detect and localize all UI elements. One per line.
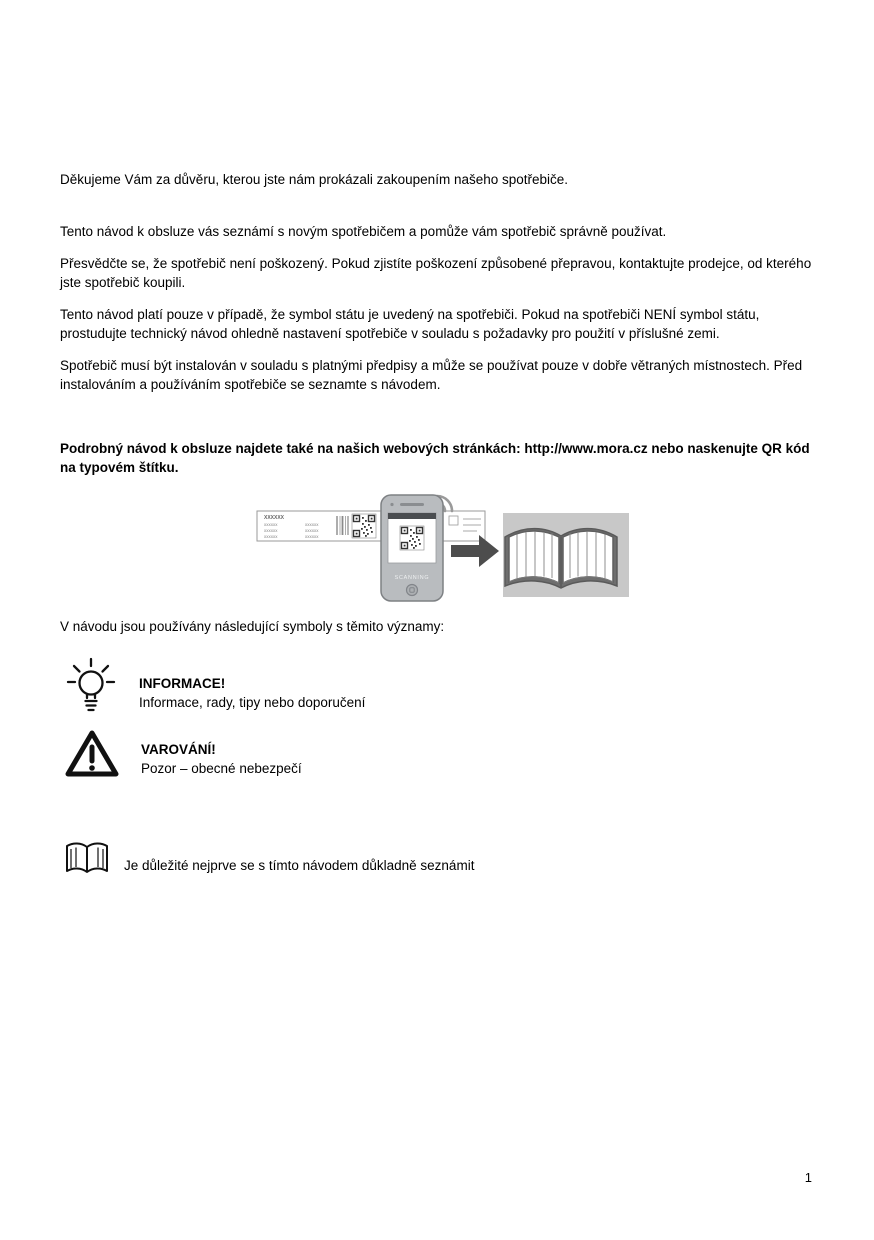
lightbulb-icon [65,657,117,713]
label-heading-text: XXXXXX [264,515,285,522]
open-book-icon [65,841,109,877]
open-book-illustration [503,513,629,597]
read-manual-row [65,841,816,877]
svg-text:xxxxxx: xxxxxx [305,528,319,534]
read-manual-note: Je důležité nejprve se s tímto návodem důkladně seznámit [124,858,475,874]
scanning-label: SCANNING [394,575,430,582]
info-symbol-row [65,657,816,713]
warning-triangle-icon [65,729,119,779]
svg-text:xxxxxx: xxxxxx [264,528,278,534]
warning-symbol-row [65,729,816,779]
paragraph-country-symbol: Tento návod platí pouze v případě, že symbol státu je uvedený na spotřebiči. Pokud na spotřebiči NENÍ symbol státu, prostudujte technický návod ohledně nastavení spotřebiče v souladu s požadavky pro použití v příslušné zemi. [60,306,760,342]
svg-text:xxxxxx: xxxxxx [305,534,319,540]
paragraph-damage-check: Přesvědčte se, že spotřebič není poškozený. Pokud zjistíte poškození způsobené přepravou, kontaktujte prodejce, od kterého jste spotřebič koupili. [60,255,812,291]
rating-label [257,511,485,541]
smartphone-icon [381,495,443,601]
svg-text:xxxxxx: xxxxxx [264,534,278,540]
paragraph-installation: Spotřebič musí být instalován v souladu s platnými předpisy a může se používat pouze v dobře větraných místnostech. Před instalováním a používáním spotřebiče se seznamte s návodem. [60,357,803,393]
info-title: INFORMACE! [139,675,226,691]
page-number: 1 [804,1170,812,1185]
paragraph-thanks: Děkujeme Vám za důvěru, kterou jste nám prokázali zakoupením našeho spotřebiče. [60,172,569,187]
label-qr-code [352,514,376,538]
warning-desc: Pozor – obecné nebezpečí [141,761,302,777]
qr-scan-illustration [253,489,635,607]
phone-screen-qr-code [400,526,424,550]
info-desc: Informace, rady, tipy nebo doporučení [139,695,366,711]
qr-scan-illustration-svg [253,489,635,607]
paragraph-web-note: Podrobný návod k obsluze najdete také na našich webových stránkách: http://www.mora.cz nebo naskenujte QR kód na typovém štítku. [60,440,810,475]
svg-text:xxxxxx: xxxxxx [264,522,278,528]
warning-title: VAROVÁNÍ! [141,741,216,757]
symbols-intro: V návodu jsou používány následující symboly s těmito významy: [60,619,445,635]
paragraph-intro: Tento návod k obsluze vás seznámí s novým spotřebičem a pomůže vám spotřebič správně používat. [60,224,667,240]
svg-text:xxxxxx: xxxxxx [305,522,319,528]
